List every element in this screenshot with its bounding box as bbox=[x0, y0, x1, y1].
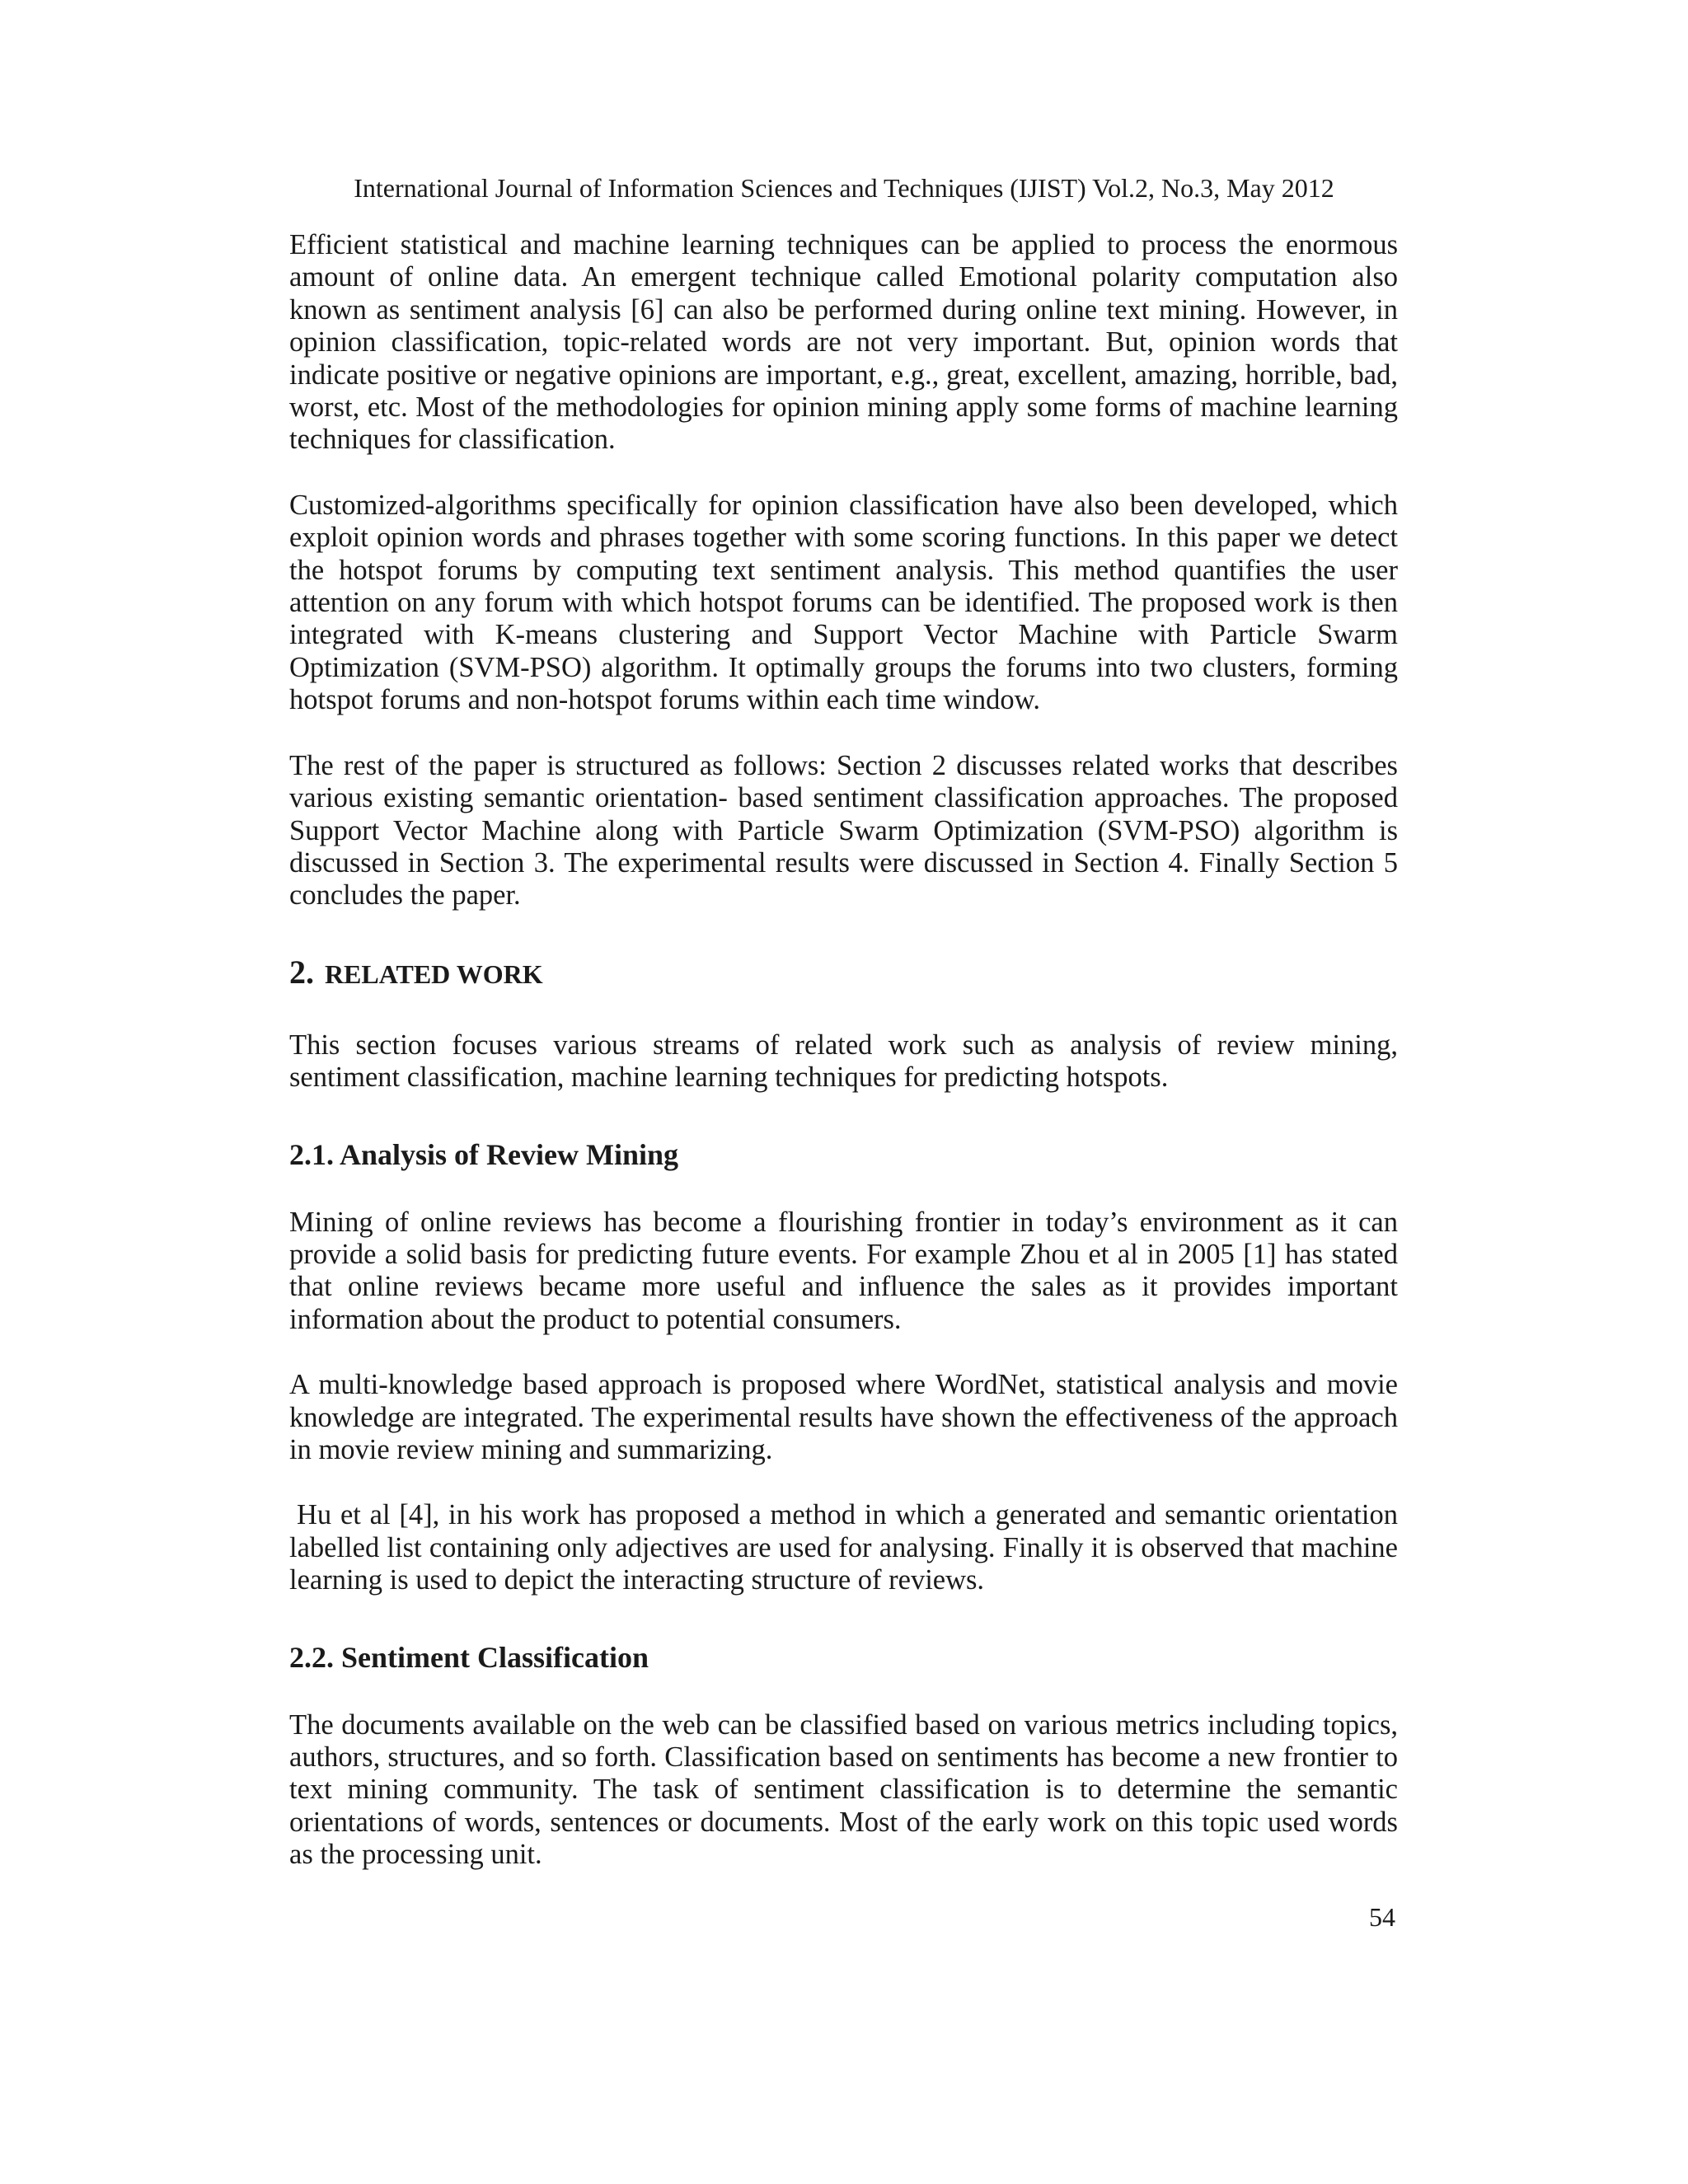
intro-paragraph-1: Efficient statistical and machine learning techniques can be applied to process the enormous amount of online data. An emergent technique called Emotional polarity computation also known as sentiment analysis [6] can also be performed during online text mining. However, in opinion classification, topic-related words are not very important. But, opinion words that indicate positive or negative opinions are important, e.g., great, excellent, amazing, horrible, bad, worst, etc. Most of the methodologies for opinion mining apply some forms of machine learning techniques for classification. bbox=[289, 229, 1398, 456]
intro-paragraph-2: Customized-algorithms specifically for opinion classification have also been developed, which exploit opinion words and phrases together with some scoring functions. In this paper we detect the hotspot forums by computing text sentiment analysis. This method quantifies the user attention on any forum with which hotspot forums can be identified. The proposed work is then integrated with K-means clustering and Support Vector Machine with Particle Swarm Optimization (SVM-PSO) algorithm. It optimally groups the forums into two clusters, forming hotspot forums and non-hotspot forums within each time window. bbox=[289, 489, 1398, 716]
section-2-1-paragraph-1: Mining of online reviews has become a flourishing frontier in today’s environment as it can provide a solid basis for predicting future events. For example Zhou et al in 2005 [1] has stated that online reviews became more useful and influence the sales as it provides important information about the product to potential consumers. bbox=[289, 1206, 1398, 1335]
intro-paragraph-3: The rest of the paper is structured as follows: Section 2 discusses related works that describes various existing semantic orientation- based sentiment classification approaches. The proposed Support Vector Machine along with Particle Swarm Optimization (SVM-PSO) algorithm is discussed in Section 3. The experimental results were discussed in Section 4. Finally Section 5 concludes the paper. bbox=[289, 749, 1398, 912]
section-2-1-paragraph-2: A multi-knowledge based approach is proposed where WordNet, statistical analysis and movie knowledge are integrated. The experimental results have shown the effectiveness of the approach in movie review mining and summarizing. bbox=[289, 1369, 1398, 1465]
section-2-intro: This section focuses various streams of related work such as analysis of review mining, sentiment classification, machine learning techniques for predicting hotspots. bbox=[289, 1029, 1398, 1094]
section-2-heading bbox=[289, 952, 1398, 992]
body-text bbox=[289, 229, 1398, 1905]
running-header: International Journal of Information Sciences and Techniques (IJIST) Vol.2, No.3, May 2012 bbox=[354, 173, 1334, 203]
section-2-1-heading: 2.1. Analysis of Review Mining bbox=[289, 1137, 679, 1171]
page-number: 54 bbox=[1369, 1902, 1395, 1932]
section-2-2-paragraph-1: The documents available on the web can be classified based on various metrics including topics, authors, structures, and so forth. Classification based on sentiments has become a new frontier to text mining community. The task of sentiment classification is to determine the semantic orientations of words, sentences or documents. Most of the early work on this topic used words as the processing unit. bbox=[289, 1708, 1398, 1871]
section-2-title: RELATED WORK bbox=[324, 958, 543, 989]
section-2-2-heading: 2.2. Sentiment Classification bbox=[289, 1640, 649, 1674]
section-2-1-paragraph-3: Hu et al [4], in his work has proposed a method in which a generated and semantic orientation labelled list containing only adjectives are used for analysing. Finally it is observed that machine learning is used to depict the interacting structure of reviews. bbox=[289, 1499, 1398, 1596]
section-2-number: 2. bbox=[289, 953, 314, 991]
